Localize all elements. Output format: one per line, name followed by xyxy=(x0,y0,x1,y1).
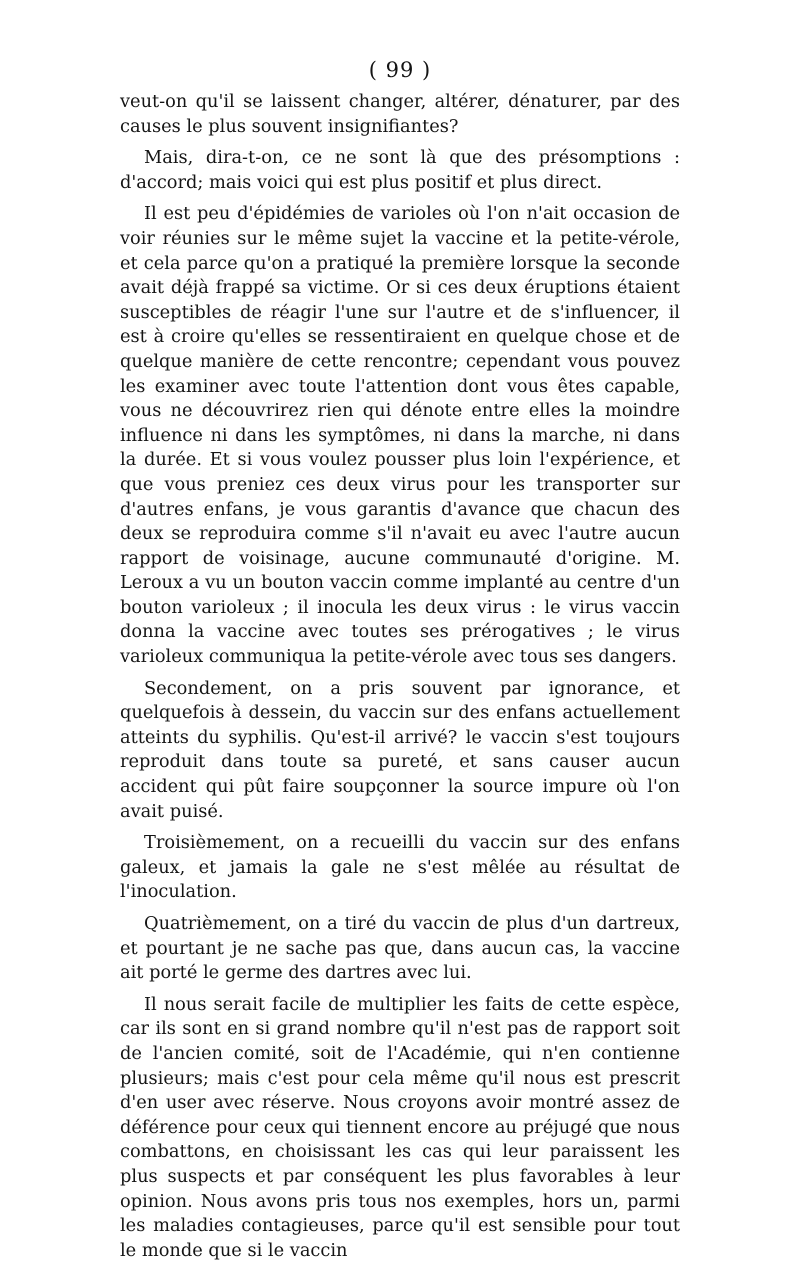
paragraph: Il nous serait facile de multiplier les faits de cette espèce, car ils sont en si grand nombre qu'il n'est pas de rapport soit de l'ancien comité, soit de l'Académie, qui n'en contienne plusieurs; mais c'est pour cela même qu'il nous est prescrit d'en user avec réserve. Nous croyons avoir montré assez de déférence pour ceux qui tiennent encore au préjugé que nous combattons, en choisissant les cas qui leur paraissent les plus suspects et par conséquent les plus favorables à leur opinion. Nous avons pris tous nos exemples, hors un, parmi les maladies contagieuses, parce qu'il est sensible pour tout le monde que si le vaccin xyxy=(120,993,680,1261)
paragraph: Il est peu d'épidémies de varioles où l'on n'ait occasion de voir réunies sur le même sujet la vaccine et la petite-vérole, et cela parce qu'on a pratiqué la première lorsque la seconde avait déjà frappé sa victime. Or si ces deux éruptions étaient susceptibles de réagir l'une sur l'autre et de s'influencer, il est à croire qu'elles se ressentiraient en quelque chose et de quelque manière de cette rencontre; cependant vous pouvez les examiner avec toute l'attention dont vous êtes capable, vous ne découvrirez rien qui dénote entre elles la moindre influence ni dans les symptômes, ni dans la marche, ni dans la durée. Et si vous voulez pousser plus loin l'expérience, et que vous preniez ces deux virus pour les transporter sur d'autres enfans, je vous garantis d'avance que chacun des deux se reproduira comme s'il n'avait eu avec l'autre aucun rapport de voisinage, aucune communauté d'origine. M. Leroux a vu un bouton vaccin comme implanté au centre d'un bouton varioleux ; il inocula les deux virus : le virus vaccin donna la vaccine avec toutes ses prérogatives ; le virus varioleux communiqua la petite-vérole avec tous ses dangers. xyxy=(120,203,680,668)
paragraph: Secondement, on a pris souvent par ignorance, et quelquefois à dessein, du vaccin sur des enfans actuellement atteints du syphilis. Qu'est-il arrivé? le vaccin s'est toujours reproduit dans toute sa pureté, et sans causer aucun accident qui pût faire soupçonner la source impure où l'on avait puisé. xyxy=(120,677,680,822)
paragraph: veut-on qu'il se laissent changer, altérer, dénaturer, par des causes le plus souvent insignifiantes? xyxy=(120,91,680,137)
page-number: ( 99 ) xyxy=(368,58,432,82)
paragraph: Mais, dira-t-on, ce ne sont là que des présomptions : d'accord; mais voici qui est plus positif et plus direct. xyxy=(120,147,680,193)
paragraph: Troisièmement, on a recueilli du vaccin sur des enfans galeux, et jamais la gale ne s'est mêlée au résultat de l'inoculation. xyxy=(120,832,680,903)
paragraph: Quatrièmement, on a tiré du vaccin de plus d'un dartreux, et pourtant je ne sache pas que, dans aucun cas, la vaccine ait porté le germe des dartres avec lui. xyxy=(120,913,680,984)
page-body xyxy=(120,90,680,1270)
